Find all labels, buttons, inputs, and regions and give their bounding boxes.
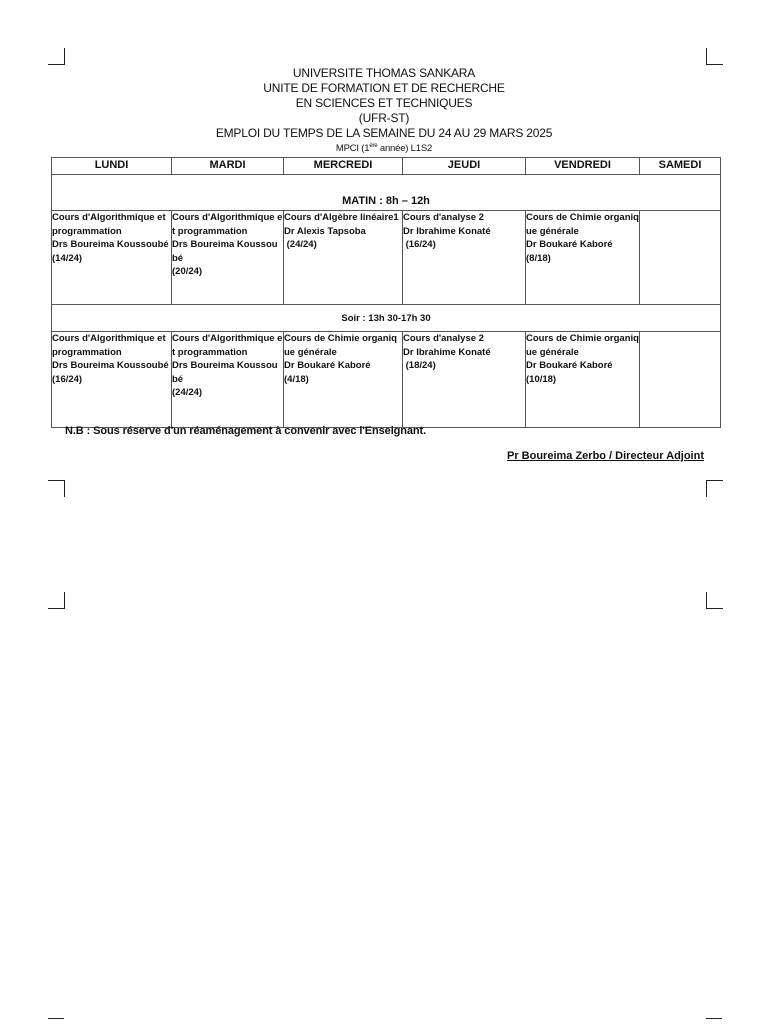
course-name: Cours de Chimie organique générale [526, 333, 639, 358]
evening-sessions-row [52, 332, 721, 428]
course-name: Cours d'analyse 2 [403, 333, 484, 344]
session-cell [52, 211, 172, 305]
morning-sessions-row [52, 211, 721, 305]
session-cell [403, 332, 526, 428]
teacher-name: Dr Boukaré Kaboré [526, 239, 613, 250]
document-header [0, 66, 768, 154]
note: N.B : Sous réserve d'un réaménagement à convenir avec l'Enseignant. [65, 425, 427, 437]
teacher-name: Drs Boureima Koussoubé [172, 360, 278, 385]
session-cell [52, 332, 172, 428]
evening-band-row [52, 305, 721, 332]
day-header: JEUDI [403, 158, 526, 175]
session-count: (16/24) [52, 373, 83, 385]
session-count: (8/18) [526, 252, 551, 264]
session-cell [526, 332, 640, 428]
day-header: VENDREDI [526, 158, 640, 175]
teacher-name: Dr Ibrahime Konaté [403, 346, 491, 358]
teacher-name: Dr Boukaré Kaboré [526, 360, 613, 371]
teacher-name: Dr Alexis Tapsoba [284, 225, 366, 237]
course-name: Cours d'Algorithmique et programmation [52, 333, 166, 358]
day-header: MARDI [172, 158, 284, 175]
unit-abbreviation: (UFR-ST) [358, 111, 410, 125]
session-count: (24/24) [284, 239, 317, 250]
session-cell-empty [640, 211, 721, 305]
day-header: SAMEDI [640, 158, 721, 175]
course-name: Cours d'Algorithmique et programmation [172, 212, 283, 237]
morning-label: MATIN : 8h – 12h [52, 175, 721, 211]
session-cell [284, 332, 403, 428]
session-count: (16/24) [403, 239, 436, 250]
session-cell-empty [640, 332, 721, 428]
teacher-name: Dr Boukaré Kaboré [284, 360, 371, 371]
morning-band-row [52, 175, 721, 211]
evening-label: Soir : 13h 30-17h 30 [52, 305, 721, 332]
session-cell [172, 332, 284, 428]
teacher-name: Drs Boureima Koussoubé [172, 239, 278, 264]
day-header-row [52, 158, 721, 175]
session-cell [526, 211, 640, 305]
signature: Pr Boureima Zerbo / Directeur Adjoint [506, 450, 704, 462]
session-count: (20/24) [172, 266, 203, 277]
session-cell [284, 211, 403, 305]
course-name: Cours d'Algèbre linéaire1 [284, 212, 399, 223]
teacher-name: Drs Boureima Koussoubé [52, 360, 169, 371]
crop-mark [706, 480, 723, 497]
course-name: Cours d'Algorithmique et programmation [52, 212, 166, 237]
day-header: LUNDI [52, 158, 172, 175]
teacher-name: Dr Ibrahime Konaté [403, 225, 491, 237]
unit-name: UNITE DE FORMATION ET DE RECHERCHE [263, 81, 505, 95]
timetable [51, 157, 721, 428]
session-cell [172, 211, 284, 305]
day-header: MERCREDI [284, 158, 403, 175]
university-name: UNIVERSITE THOMAS SANKARA [292, 66, 476, 80]
session-count: (24/24) [172, 387, 203, 398]
session-count: (14/24) [52, 252, 83, 264]
session-cell [403, 211, 526, 305]
course-name: Cours de Chimie organique générale [526, 212, 639, 237]
session-count: (4/18) [284, 373, 309, 385]
course-name: Cours d'Algorithmique et programmation [172, 333, 283, 358]
crop-mark [48, 48, 65, 65]
crop-mark [706, 48, 723, 65]
course-name: Cours d'analyse 2 [403, 212, 484, 223]
teacher-name: Drs Boureima Koussoubé [52, 239, 169, 250]
crop-mark [48, 592, 65, 609]
session-count: (10/18) [526, 373, 557, 385]
program-label: MPCI (1ère année) L1S2 [335, 143, 433, 155]
course-name: Cours de Chimie organique générale [284, 333, 397, 358]
unit-field: EN SCIENCES ET TECHNIQUES [295, 96, 473, 110]
crop-mark [706, 592, 723, 609]
crop-mark [48, 480, 65, 497]
session-count: (18/24) [403, 360, 436, 371]
schedule-title: EMPLOI DU TEMPS DE LA SEMAINE DU 24 AU 29 MARS 2025 [215, 126, 553, 140]
